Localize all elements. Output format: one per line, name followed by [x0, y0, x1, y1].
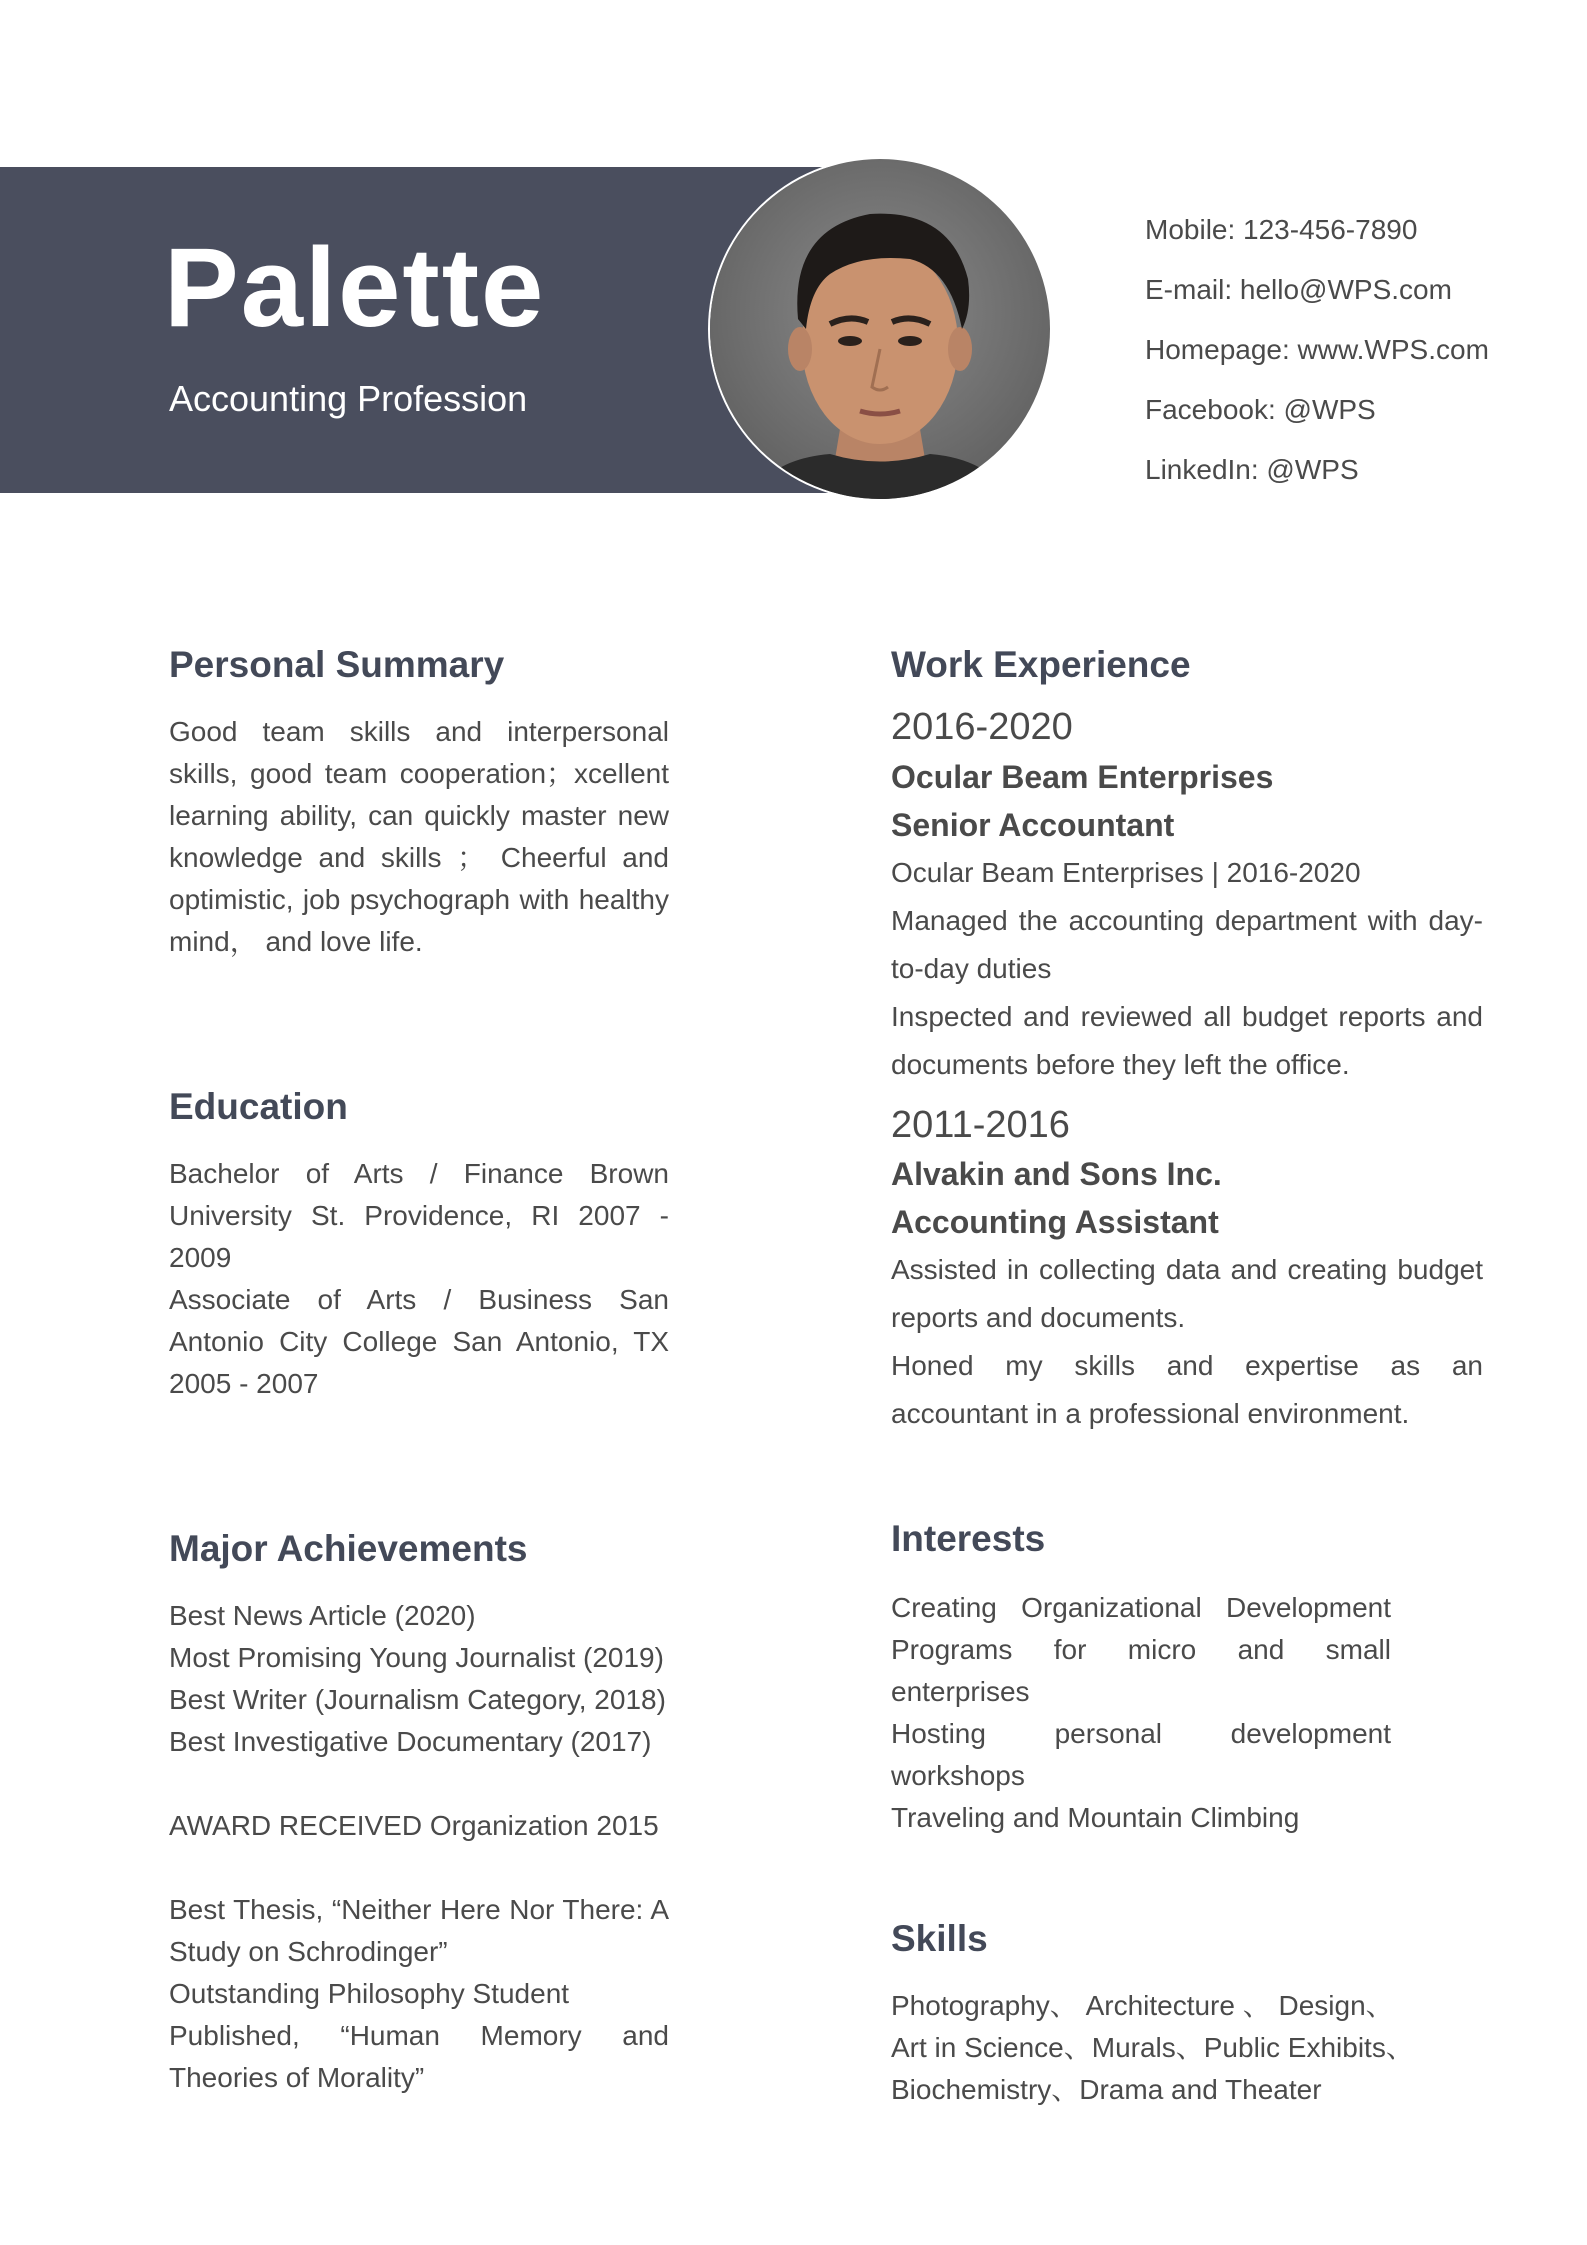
section-title: Work Experience — [891, 644, 1191, 685]
contact-facebook: Facebook: @WPS — [1145, 394, 1376, 425]
job-duty: Assisted in collecting data and creating budget reports and documents. — [891, 1254, 1483, 1334]
published-work: Published, “Human Memory and Theories of Morality” — [169, 2020, 669, 2094]
job-years: 2011-2016 — [891, 1103, 1070, 1146]
education-entry: Associate of Arts / Business San Antonio City College San Antonio, TX 2005 - 2007 — [169, 1284, 669, 1400]
education-section — [169, 1085, 669, 1405]
achievement-item: Best Writer (Journalism Category, 2018) — [169, 1684, 666, 1716]
section-title: Education — [169, 1086, 348, 1127]
job-duty: Managed the accounting department with day-to-day duties — [891, 904, 1483, 984]
job-position: Senior Accountant — [891, 806, 1175, 843]
achievement-item: Best Investigative Documentary (2017) — [169, 1726, 652, 1758]
award-received: AWARD RECEIVED Organization 2015 — [169, 1810, 659, 1842]
job-duty: Inspected and reviewed all budget reports and documents before they left the office. — [891, 1000, 1483, 1080]
work-experience-section — [891, 643, 1483, 1438]
job-company: Ocular Beam Enterprises — [891, 758, 1274, 795]
best-thesis: Best Thesis, “Neither Here Nor There: A Study on Schrodinger” — [169, 1894, 669, 1968]
contact-email: E-mail: hello@WPS.com — [1145, 274, 1452, 305]
contact-homepage: Homepage: www.WPS.com — [1145, 334, 1489, 365]
job-duty: Honed my skills and expertise as an accountant in a professional environment. — [891, 1350, 1483, 1430]
philosophy-student: Outstanding Philosophy Student — [169, 1978, 570, 2010]
job-company: Alvakin and Sons Inc. — [891, 1156, 1222, 1193]
job-years: 2016-2020 — [891, 706, 1073, 749]
interest-item: Creating Organizational Development Programs for micro and small enterprises — [891, 1592, 1391, 1708]
section-title: Personal Summary — [169, 644, 505, 685]
job-position: Accounting Assistant — [891, 1204, 1219, 1241]
skills-line: Biochemistry、Drama and Theater — [891, 2074, 1322, 2106]
contact-info — [1145, 200, 1565, 500]
section-title: Major Achievements — [169, 1528, 528, 1569]
summary-text: Good team skills and interpersonal skills, good team cooperation；xcellent learning ability, can quickly master new knowledge and skills ； Cheerful and optimistic, job psychograph with healthy mind， and love life. — [169, 716, 669, 958]
education-entry: Bachelor of Arts / Finance Brown University St. Providence, RI 2007 - 2009 — [169, 1158, 669, 1274]
section-title: Skills — [891, 1918, 988, 1959]
contact-linkedin: LinkedIn: @WPS — [1145, 454, 1359, 485]
skills-section — [891, 1917, 1414, 2111]
candidate-name: Palette — [164, 225, 546, 350]
personal-summary-section — [169, 643, 669, 963]
achievements-section — [169, 1527, 669, 2099]
job-meta: Ocular Beam Enterprises | 2016-2020 — [891, 856, 1361, 888]
interest-item: Traveling and Mountain Climbing — [891, 1802, 1300, 1834]
job-entry — [891, 1101, 1483, 1438]
section-title: Interests — [891, 1518, 1046, 1559]
profile-photo — [710, 159, 1050, 499]
skills-line: Photography、 Architecture 、 Design、 — [891, 1990, 1394, 2022]
interest-item: Hosting personal development workshops — [891, 1718, 1391, 1792]
achievement-item: Best News Article (2020) — [169, 1600, 476, 1632]
skills-line: Art in Science、Murals、Public Exhibits、 — [891, 2032, 1414, 2064]
job-entry — [891, 703, 1483, 1088]
achievement-item: Most Promising Young Journalist (2019) — [169, 1642, 664, 1674]
interests-section — [891, 1517, 1391, 1839]
candidate-role: Accounting Profession — [169, 378, 528, 419]
contact-mobile: Mobile: 123-456-7890 — [1145, 214, 1418, 245]
person-portrait-icon — [710, 159, 1050, 499]
